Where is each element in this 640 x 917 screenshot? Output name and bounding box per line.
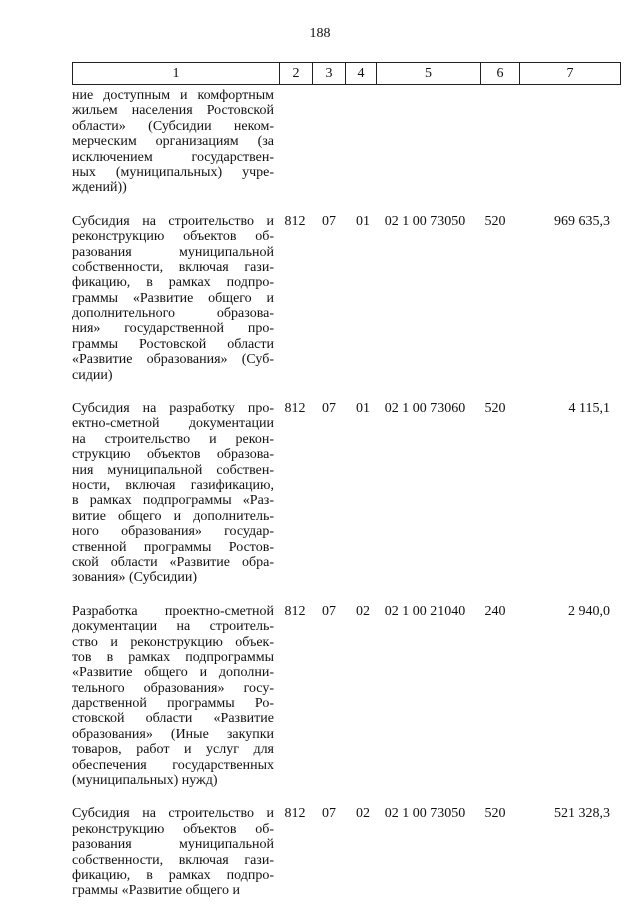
amount: 2 940,0: [568, 603, 610, 619]
description-line: в рамках подпрограммы «Раз-: [72, 493, 274, 509]
description-line: реконструкцию объектов об-: [72, 229, 274, 245]
subsection-code: 02: [356, 603, 370, 619]
description-line: стовской области «Развитие: [72, 711, 274, 727]
description-line: фикацию, в рамках подпро-: [72, 867, 274, 883]
description-line: разования муниципальной: [72, 837, 274, 853]
description-line: реконструкцию объектов об-: [72, 821, 274, 837]
table-header: [72, 62, 621, 85]
expense-type: 520: [484, 401, 506, 417]
ministry-code: 812: [284, 603, 306, 619]
description-line: товаров, работ и услуг для: [72, 742, 274, 758]
description-line: фикацию, в рамках подпро-: [72, 275, 274, 291]
target-article: 02 1 00 73060: [384, 401, 466, 417]
header-col-6: 6: [481, 63, 520, 85]
amount: 4 115,1: [568, 401, 610, 417]
description-line: «Развитие общего и дополни-: [72, 665, 274, 681]
description-line: (муниципальных) нужд): [72, 773, 218, 789]
description-line: тов в рамках подпрограммы: [72, 649, 274, 665]
description-line: ектно-сметной документации: [72, 416, 274, 432]
ministry-code: 812: [284, 806, 306, 822]
subsection-code: 01: [356, 401, 370, 417]
description-line: струкцию объектов образова-: [72, 447, 274, 463]
target-article: 02 1 00 21040: [384, 603, 466, 619]
header-col-7: 7: [520, 63, 621, 85]
description-line: граммы Ростовской области: [72, 336, 274, 352]
section-code: 07: [322, 213, 336, 229]
table-body: [72, 88, 615, 917]
description-line: ственной программы Ростов-: [72, 539, 274, 555]
description-line: собственности, включая гази-: [72, 259, 274, 275]
header-col-5: 5: [377, 63, 481, 85]
header-col-2: 2: [280, 63, 313, 85]
ministry-code: 812: [284, 401, 306, 417]
description-line: образования» (Иные закупки: [72, 726, 274, 742]
description-line: ного образования» государ-: [72, 524, 274, 540]
table-row: [72, 401, 615, 586]
expense-type: 240: [484, 603, 506, 619]
description-line: ждений)): [72, 180, 127, 196]
description-line: дополнительного образова-: [72, 306, 274, 322]
row-description: [72, 88, 274, 196]
description-line: витие общего и дополнитель-: [72, 508, 274, 524]
target-article: 02 1 00 73050: [384, 806, 466, 822]
row-description: [72, 214, 274, 383]
description-line: области» (Субсидии неком-: [72, 118, 274, 134]
target-article: 02 1 00 73050: [384, 213, 466, 229]
expense-type: 520: [484, 213, 506, 229]
subsection-code: 02: [356, 806, 370, 822]
table-row: [72, 214, 615, 383]
description-line: зования» (Субсидии): [72, 570, 198, 586]
description-line: дарственной программы Ро-: [72, 696, 274, 712]
description-line: граммы «Развитие общего и: [72, 883, 241, 899]
header-col-4: 4: [346, 63, 377, 85]
expense-type: 520: [484, 806, 506, 822]
description-line: тельного образования» госу-: [72, 680, 274, 696]
description-line: мерческим организациям (за: [72, 134, 274, 150]
table-row: [72, 806, 615, 898]
description-line: Субсидия на строительство и: [72, 806, 274, 822]
description-line: жильем населения Ростовской: [72, 103, 274, 119]
description-line: ния муниципальной собствен-: [72, 462, 274, 478]
description-line: разования муниципальной: [72, 244, 274, 260]
description-line: ской области «Развитие обра-: [72, 554, 274, 570]
ministry-code: 812: [284, 213, 306, 229]
description-line: ных (муниципальных) учре-: [72, 164, 274, 180]
row-description: [72, 401, 274, 586]
description-line: исключением государствен-: [72, 149, 274, 165]
row-description: [72, 806, 274, 898]
description-line: ния» государственной про-: [72, 321, 274, 337]
header-col-3: 3: [313, 63, 346, 85]
description-line: Субсидия на разработку про-: [72, 401, 274, 417]
description-line: документации на строитель-: [72, 619, 274, 635]
section-code: 07: [322, 401, 336, 417]
description-line: ности, включая газификацию,: [72, 477, 274, 493]
table-row: [72, 88, 615, 196]
description-line: граммы «Развитие общего и: [72, 290, 274, 306]
description-line: Субсидия на строительство и: [72, 213, 274, 229]
header-col-1: 1: [73, 63, 280, 85]
description-line: обеспечения государственных: [72, 757, 274, 773]
section-code: 07: [322, 603, 336, 619]
subsection-code: 01: [356, 213, 370, 229]
page-number: 188: [309, 26, 331, 41]
description-line: сидии): [72, 367, 113, 383]
amount: 521 328,3: [554, 806, 610, 822]
description-line: на строительство и рекон-: [72, 431, 274, 447]
table-row: [72, 604, 615, 789]
description-line: ние доступным и комфортным: [72, 88, 274, 103]
amount: 969 635,3: [554, 213, 610, 229]
section-code: 07: [322, 806, 336, 822]
description-line: ство и реконструкцию объек-: [72, 634, 274, 650]
row-description: [72, 604, 274, 789]
description-line: Разработка проектно-сметной: [72, 603, 274, 619]
description-line: «Развитие образования» (Суб-: [72, 352, 274, 368]
description-line: собственности, включая гази-: [72, 852, 274, 868]
